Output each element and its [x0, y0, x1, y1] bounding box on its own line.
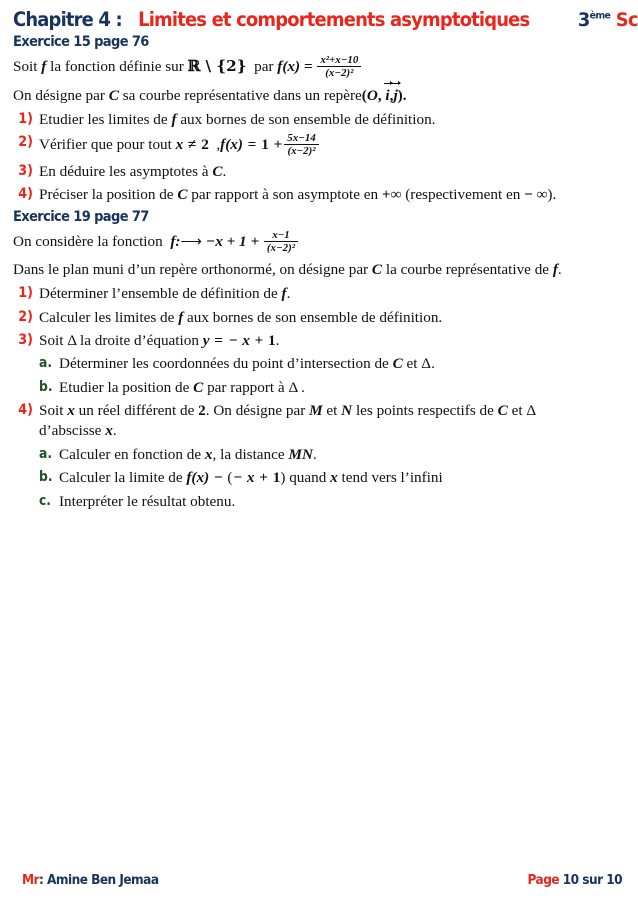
fraction-fx-definition	[317, 54, 361, 80]
fraction-numerator: x²+x−10	[320, 53, 359, 66]
exercise-15-intro-line-1	[13, 55, 628, 81]
exercise-15-item-1	[13, 110, 628, 130]
exercise-15-item-3	[13, 162, 628, 182]
exercise-19-item-4b	[39, 468, 628, 488]
level-number: 3	[578, 9, 590, 31]
footer-author	[22, 872, 158, 888]
plane-intro-text-2: la courbe représentative de	[385, 260, 550, 278]
item-text: Préciser la position de C par rapport à son asymptote en +∞ (respectivement en − ∞).	[39, 186, 557, 204]
page-prefix: Page	[527, 872, 559, 888]
function-expression: −x + 1 +	[206, 233, 260, 251]
repere-open: (	[361, 86, 367, 104]
item-text: Etudier la position de C par rapport à Δ .	[59, 378, 305, 396]
repere-comma-1: ,	[377, 86, 386, 104]
curve-symbol-C: C	[108, 86, 119, 104]
fx-label: f(x) =	[277, 58, 313, 76]
exercise-19-item-3	[13, 331, 628, 351]
page-header	[13, 8, 638, 31]
item-marker: 1)	[18, 110, 33, 127]
exercise-19-item-4c	[39, 492, 628, 512]
curve-intro-text-2: sa courbe représentative dans un repère	[122, 86, 362, 104]
exercise-19-item-4	[13, 401, 628, 442]
exercise-15-heading: Exercice 15 page 76	[13, 34, 149, 50]
exercise-19-item-2	[13, 308, 628, 328]
intro-text-consider: On considère la fonction	[13, 233, 163, 251]
author-prefix: Mr	[22, 872, 40, 888]
fraction-numerator: x−1	[272, 229, 290, 242]
item-text: Vérifier que pour tout x ≠ 2 ,f(x) = 1 + $\frac{5x-14}{\text{(x−2)²}}$	[39, 133, 628, 159]
item-marker: 4)	[18, 402, 33, 419]
item-marker: b.	[39, 469, 53, 486]
exercise-15-intro-line-2	[13, 85, 628, 106]
item-text: Calculer en fonction de x, la distance MN.	[59, 445, 317, 463]
intro-word-soit: Soit	[13, 58, 38, 76]
class-level	[578, 9, 638, 31]
item-marker: c.	[39, 492, 51, 509]
exercise-15-item-4	[13, 185, 628, 205]
vector-j-icon: j	[393, 85, 397, 106]
level-section: Sc	[616, 9, 638, 31]
item-marker: 2)	[18, 134, 33, 151]
fraction-denominator: (x−2)²	[284, 144, 319, 157]
chapter-title	[13, 8, 529, 31]
origin-O: O	[366, 86, 378, 104]
exercise-19-item-4a	[39, 445, 628, 465]
domain-set: ℝ \ {2}	[187, 57, 247, 76]
item-marker: 4)	[18, 186, 33, 203]
item-marker: a.	[39, 355, 52, 372]
item-text: En déduire les asymptotes à C.	[39, 162, 227, 180]
fraction-item2	[284, 132, 319, 158]
intro-word-par: par	[254, 58, 274, 76]
vector-i-icon: i	[385, 85, 389, 106]
fraction-denominator: (x−2)²	[317, 66, 361, 79]
exercise-15-item-2	[13, 133, 628, 159]
exercise-19-heading: Exercice 19 page 77	[13, 209, 149, 226]
function-symbol-f: f	[41, 58, 47, 76]
intro-text-defined-on: la fonction définie sur	[50, 58, 184, 76]
item-marker: 3)	[18, 332, 33, 349]
chapter-title-text: Limites et comportements asymptotiques	[138, 8, 530, 31]
exercise-19-item-3a	[39, 354, 628, 374]
item-text: Soit x un réel différent de 2. On désigne par M et N les points respectifs de C et Δ d’abscisse x.	[39, 402, 537, 440]
item-text: Calculer la limite de f(x) − (− x + 1) quand x tend vers l’infini	[59, 469, 443, 487]
item-marker: 1)	[18, 285, 33, 302]
exercise-19-intro-line-1	[13, 230, 628, 256]
page-value: 10 sur 10	[562, 872, 622, 888]
exercise-19-item-3b	[39, 378, 628, 398]
item-marker: 2)	[18, 308, 33, 325]
item-text: Déterminer les coordonnées du point d’intersection de C et Δ.	[59, 355, 435, 373]
footer-page-number	[527, 872, 622, 888]
item-marker: a.	[39, 445, 52, 462]
function-symbol-f: f	[552, 260, 558, 278]
item-text: Calculer les limites de f aux bornes de son ensemble de définition.	[39, 308, 443, 326]
level-suffix: ème	[589, 10, 611, 22]
item-text: Soit Δ la droite d’équation y = − x + 1.	[39, 332, 280, 350]
function-symbol-f: f:	[170, 233, 181, 251]
chapter-label: Chapitre 4 :	[13, 8, 122, 31]
repere-close: ).	[397, 86, 407, 104]
arrow-icon: ⟶	[180, 233, 203, 251]
item-marker: 3)	[18, 162, 33, 179]
page-footer	[0, 872, 638, 888]
item-text: Déterminer l’ensemble de définition de f.	[39, 285, 291, 303]
repere-comma-2: ,	[389, 86, 394, 104]
fraction-denominator: (x−2)²	[264, 241, 298, 254]
item-text: Interpréter le résultat obtenu.	[59, 492, 236, 510]
author-name: : Amine Ben Jemaa	[39, 872, 159, 888]
fraction-fx-definition	[264, 229, 298, 255]
exercise-19-item-1	[13, 284, 628, 304]
curve-intro-text: On désigne par	[13, 86, 105, 104]
item-text: Etudier les limites de f aux bornes de son ensemble de définition.	[39, 110, 436, 128]
exercise-19-intro-line-2: Dans le plan muni d’un repère orthonormé, on désigne par C la courbe représentative de f.	[13, 260, 562, 278]
plane-intro-text: Dans le plan muni d’un repère orthonormé, on désigne par	[13, 260, 369, 278]
curve-symbol-C: C	[371, 260, 383, 278]
item-marker: b.	[39, 378, 53, 395]
fraction-numerator: 5x−14	[287, 131, 316, 144]
